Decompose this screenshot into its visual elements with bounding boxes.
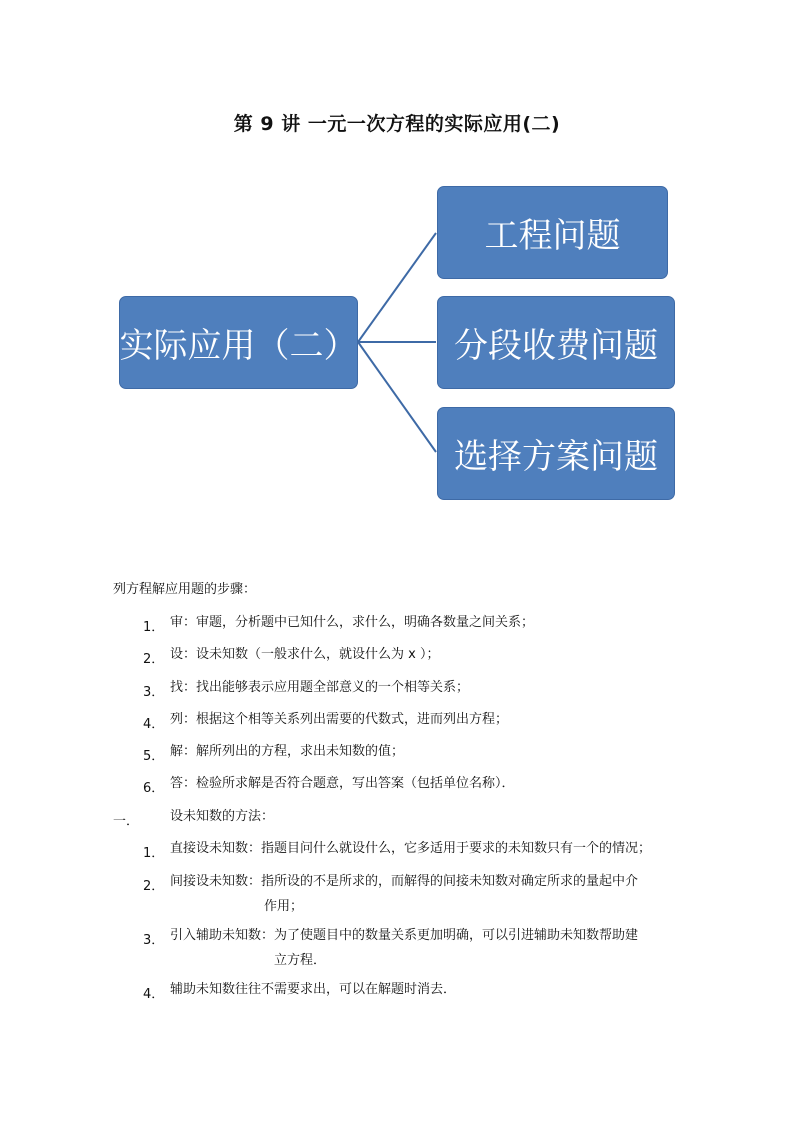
method-number: 1． [143, 846, 165, 861]
branch-node-engineering: 工程问题 [437, 186, 668, 279]
method-text: 间接设未知数：指所设的不是所求的，而解得的间接未知数对确定所求的量起中介 [170, 874, 639, 889]
step-number: 1． [143, 620, 165, 635]
method-text-continuation: 立方程． [274, 953, 327, 968]
branch-node-plan-selection: 选择方案问题 [437, 407, 675, 500]
mind-map [0, 0, 794, 520]
step-number: 4． [143, 717, 165, 732]
step-text: 审：审题，分析题中已知什么，求什么，明确各数量之间关系； [170, 615, 535, 630]
method-number: 4． [143, 987, 165, 1002]
step-text: 找：找出能够表示应用题全部意义的一个相等关系； [170, 680, 470, 695]
method-text-continuation: 作用； [264, 899, 304, 914]
branch-node-tiered-charges: 分段收费问题 [437, 296, 675, 389]
steps-heading: 列方程解应用题的步骤： [113, 582, 257, 597]
connector-line [358, 342, 436, 452]
step-text: 答：检验所求解是否符合题意，写出答案（包括单位名称）． [170, 776, 515, 791]
page-title: 第 9 讲 一元一次方程的实际应用(二) [233, 113, 561, 135]
step-number: 5． [143, 749, 165, 764]
step-text: 列：根据这个相等关系列出需要的代数式，进而列出方程； [170, 712, 509, 727]
connector-line [358, 233, 436, 342]
step-number: 2． [143, 652, 165, 667]
step-number: 6． [143, 781, 165, 796]
section-number: 一． [113, 814, 140, 829]
section-heading: 设未知数的方法： [170, 809, 275, 824]
method-text: 直接设未知数：指题目问什么就设什么，它多适用于要求的未知数只有一个的情况； [170, 841, 652, 856]
step-number: 3． [143, 685, 165, 700]
method-number: 3． [143, 933, 165, 948]
method-text: 引入辅助未知数：为了使题目中的数量关系更加明确，可以引进辅助未知数帮助建 [170, 928, 639, 943]
method-text: 辅助未知数往往不需要求出，可以在解题时消去． [170, 982, 457, 997]
method-number: 2． [143, 879, 165, 894]
step-text: 解：解所列出的方程，求出未知数的值； [170, 744, 405, 759]
step-text: 设：设未知数（一般求什么，就设什么为 x ）； [170, 647, 440, 662]
root-node: 实际应用（二） [119, 296, 358, 389]
